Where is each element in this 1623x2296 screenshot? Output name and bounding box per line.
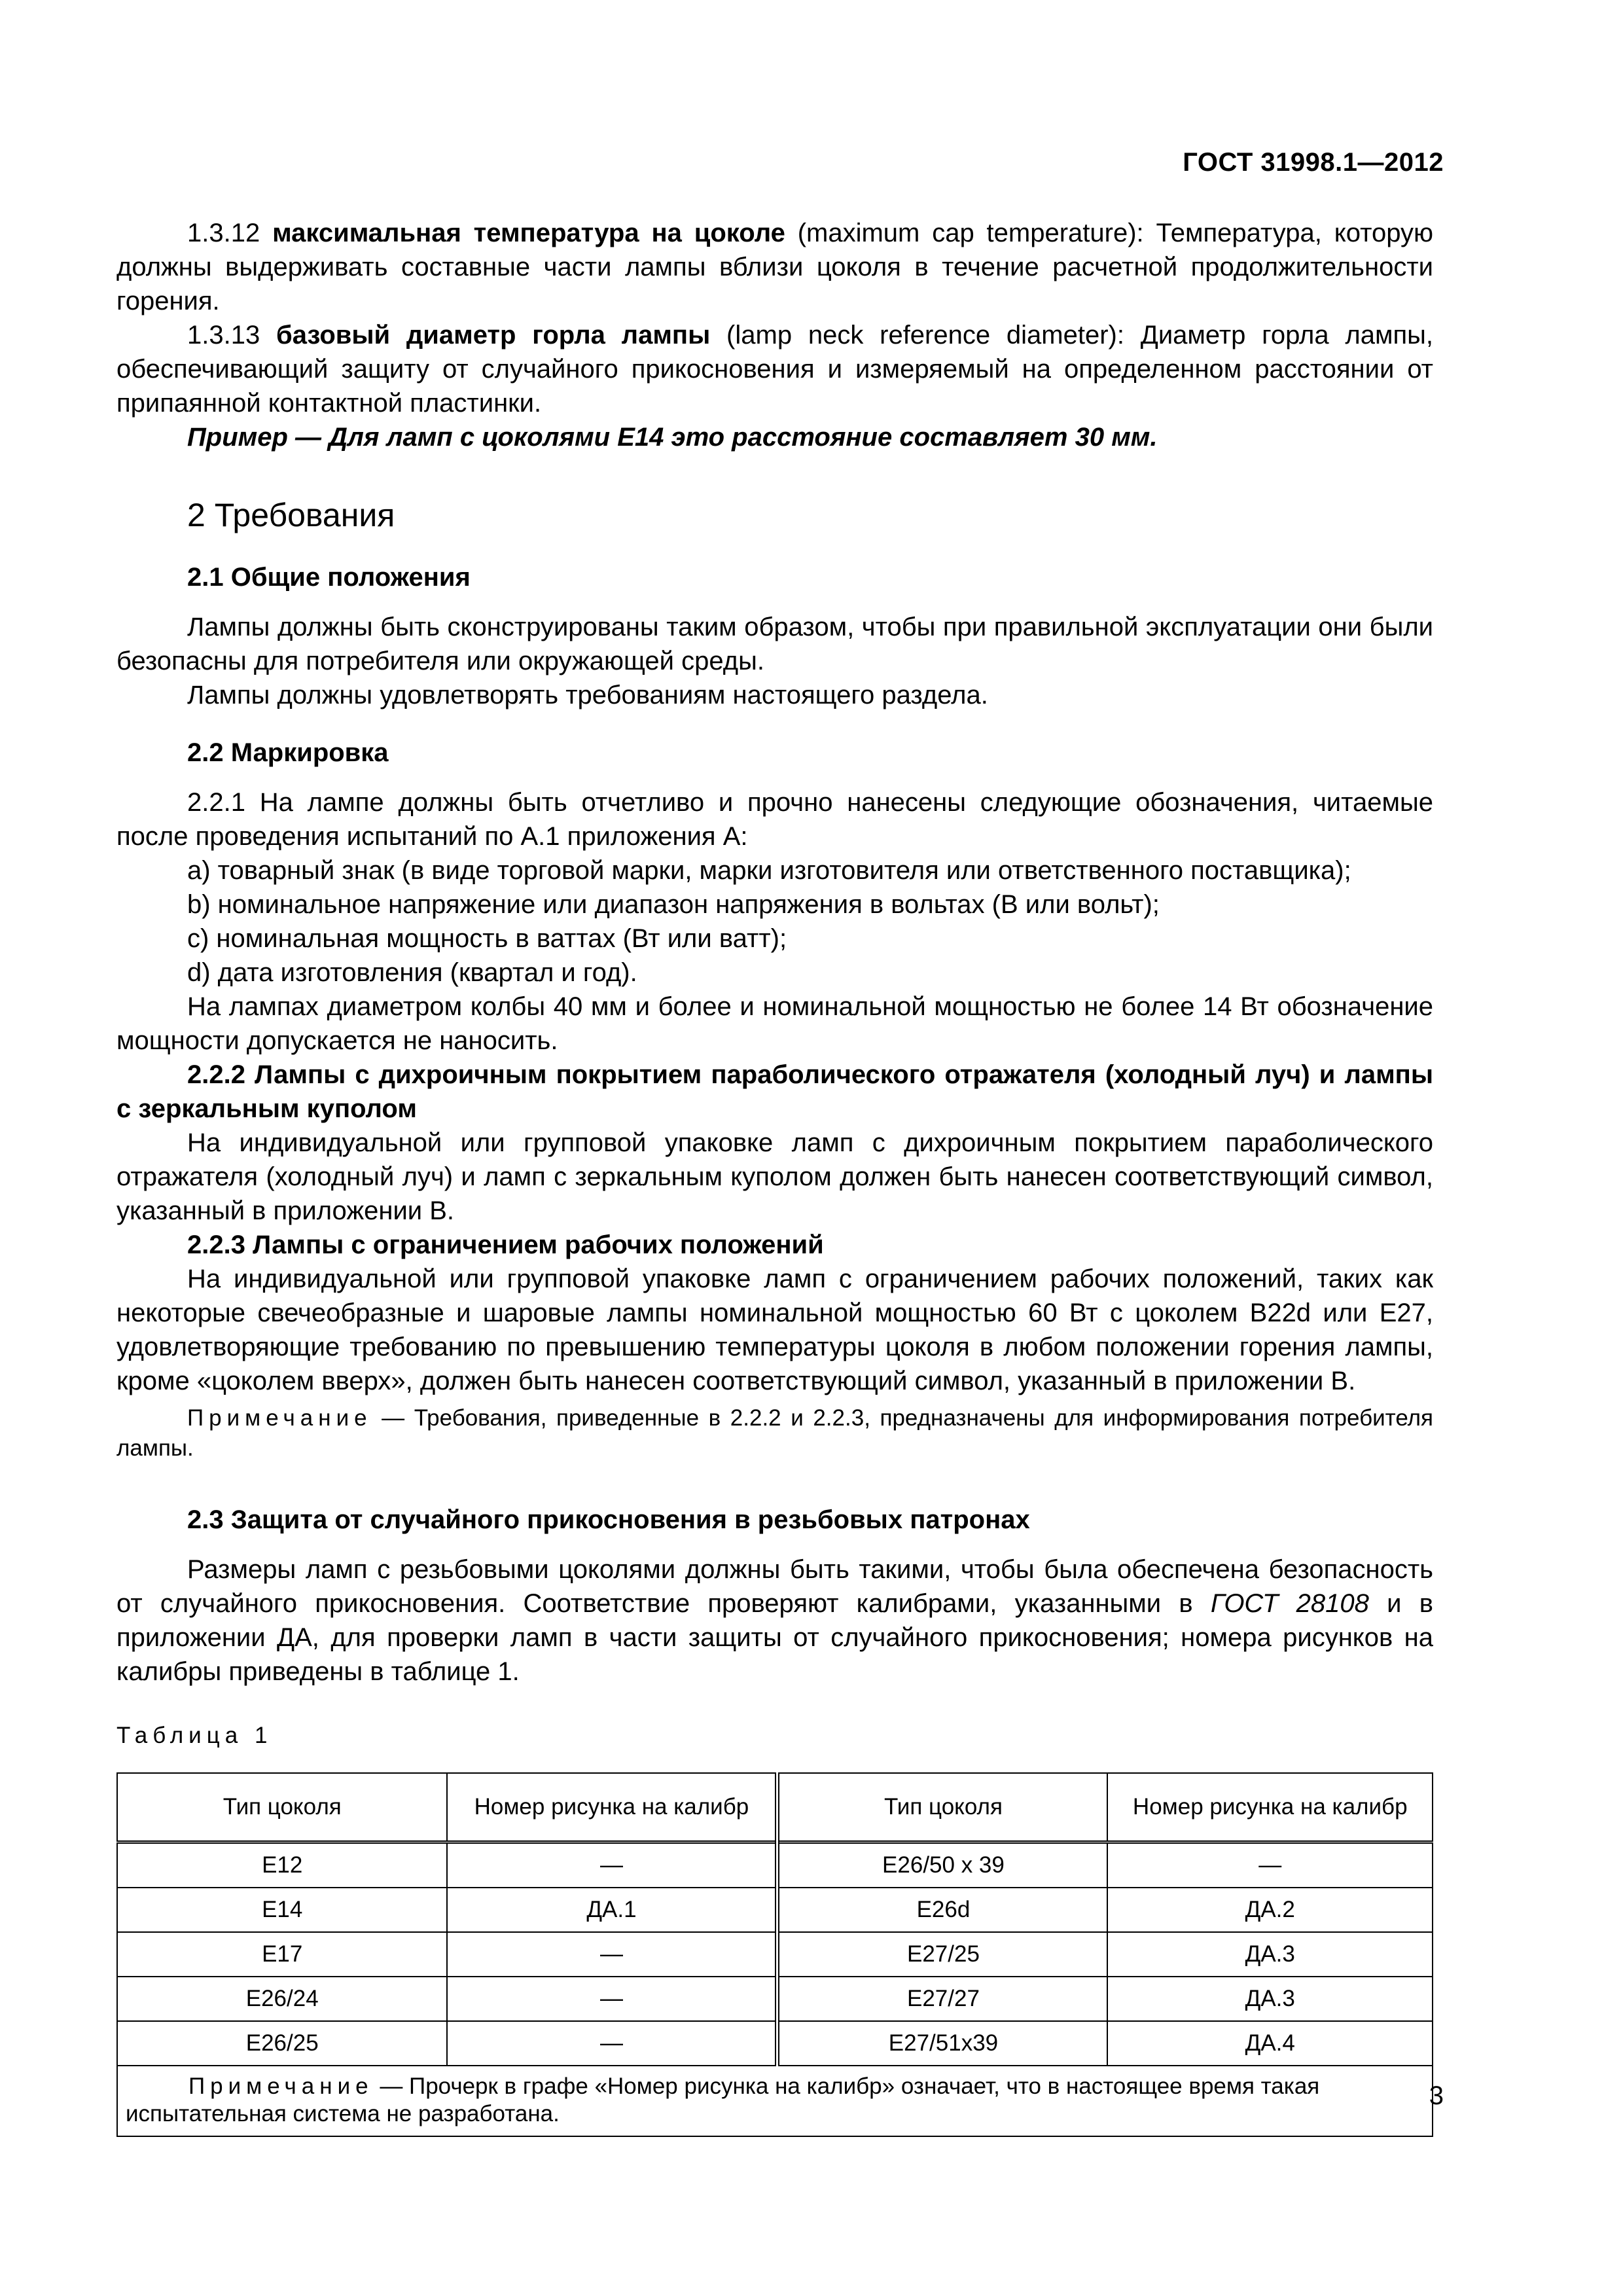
- clause-number: 1.3.13: [187, 321, 260, 350]
- paragraph: [116, 1552, 1433, 1689]
- column-header: Тип цоколя: [777, 1773, 1108, 1842]
- table-cell: Е12: [117, 1842, 447, 1888]
- paragraph: 2.2.1 На лампе должны быть отчетливо и прочно нанесены следующие обозначения, читаемые после проведения испытаний по А.1 приложения А:: [116, 788, 1433, 851]
- table-cell: Е26/25: [117, 2021, 447, 2066]
- list-item: а) товарный знак (в виде торговой марки, марки изготовителя или ответственного поставщика);: [187, 856, 1351, 885]
- table-row: [117, 1842, 1433, 1888]
- table-cell: Е27/27: [777, 1977, 1108, 2021]
- paragraph: На индивидуальной или групповой упаковке ламп с дихроичным покрытием параболического отражателя (холодный луч) и ламп с зеркальным куполом должен быть нанесен соответствующий символ, указанный в приложении В.: [116, 1128, 1433, 1225]
- column-header: Номер рисунка на калибр: [447, 1773, 777, 1842]
- section-heading-2: 2 Требования: [187, 497, 395, 533]
- table-cell: —: [447, 1932, 777, 1977]
- term: базовый диаметр горла лампы: [276, 321, 711, 350]
- note: [116, 1403, 1433, 1463]
- table-note-row: [117, 2066, 1433, 2136]
- paragraph: Лампы должны быть сконструированы таким образом, чтобы при правильной эксплуатации они были безопасны для потребителя или окружающей среды.: [116, 613, 1433, 675]
- table-cell: Е27/25: [777, 1932, 1108, 1977]
- table-note: [117, 2066, 1433, 2136]
- table-cell: Е26/50 x 39: [777, 1842, 1108, 1888]
- list-item: c) номинальная мощность в ваттах (Вт или ватт);: [187, 924, 787, 953]
- page-content: [116, 216, 1433, 2137]
- text-run: и в приложении ДА, для проверки ламп в части защиты от случайного прикосновения; номера рисунков на калибры приведены в таблице 1.: [116, 1589, 1433, 1686]
- subsection-heading-2-2-3: 2.2.3 Лампы с ограничением рабочих положений: [187, 1230, 824, 1259]
- clause-1-3-13: [116, 318, 1433, 420]
- page-number: 3: [1429, 2081, 1444, 2110]
- section-heading-2-2: 2.2 Маркировка: [187, 738, 389, 767]
- table-cell: —: [447, 2021, 777, 2066]
- paragraph: На лампах диаметром колбы 40 мм и более и номинальной мощностью не более 14 Вт обозначение мощности допускается не наносить.: [116, 992, 1433, 1055]
- clause-1-3-12: [116, 216, 1433, 318]
- table-cell: Е26/24: [117, 1977, 447, 2021]
- table-1: [116, 1772, 1433, 2137]
- table-cell: Е17: [117, 1932, 447, 1977]
- column-header: Номер рисунка на калибр: [1107, 1773, 1433, 1842]
- section-heading-2-1: 2.1 Общие положения: [187, 563, 471, 592]
- note-text: — Требования, приведенные в 2.2.2 и 2.2.3, предназначены для информирования потребителя лампы.: [116, 1405, 1433, 1461]
- table-cell: —: [447, 1842, 777, 1888]
- table-cell: Е26d: [777, 1888, 1108, 1932]
- table-cell: ДА.3: [1107, 1932, 1433, 1977]
- table-cell: ДА.3: [1107, 1977, 1433, 2021]
- clause-number: 1.3.12: [187, 219, 260, 247]
- table-cell: Е14: [117, 1888, 447, 1932]
- definition: (lamp neck reference diameter): Диаметр горла лампы, обеспечивающий защиту от случайного прикосновения и измеряемый на определенном расстоянии от припаянной контактной пластинки.: [116, 321, 1434, 418]
- note-text: — Прочерк в графе «Номер рисунка на калибр» означает, что в настоящее время такая испытательная система не разработана.: [126, 2073, 1320, 2126]
- subsection-heading-2-2-2: 2.2.2 Лампы с дихроичным покрытием параболического отражателя (холодный луч) и лампы с зеркальным куполом: [116, 1060, 1433, 1123]
- table-cell: ДА.4: [1107, 2021, 1433, 2066]
- table-row: [117, 1888, 1433, 1932]
- note-label: Примечание: [187, 1405, 372, 1431]
- table-header-row: [117, 1773, 1433, 1842]
- list-item: d) дата изготовления (квартал и год).: [187, 958, 637, 987]
- table-cell: —: [1107, 1842, 1433, 1888]
- note-label: Примечание: [188, 2073, 374, 2099]
- table-row: [117, 1977, 1433, 2021]
- table-cell: —: [447, 1977, 777, 2021]
- paragraph: На индивидуальной или групповой упаковке ламп с ограничением рабочих положений, таких как некоторые свечеобразные и шаровые лампы номинальной мощностью 60 Вт с цоколем В22d или Е27, удовлетворяющие требованию по превышению температуры цоколя в любом положении горения лампы, кроме «цоколем вверх», должен быть нанесен соответствующий символ, указанный в приложении В.: [116, 1265, 1433, 1395]
- standard-reference: ГОСТ 28108: [1210, 1589, 1369, 1618]
- table-row: [117, 1932, 1433, 1977]
- document-header: ГОСТ 31998.1—2012: [1183, 148, 1444, 177]
- list-item: b) номинальное напряжение или диапазон напряжения в вольтах (В или вольт);: [187, 890, 1160, 919]
- paragraph: Лампы должны удовлетворять требованиям настоящего раздела.: [187, 681, 988, 709]
- table-caption: Таблица 1: [116, 1723, 273, 1748]
- example: Пример — Для ламп с цоколями Е14 это расстояние составляет 30 мм.: [187, 423, 1158, 452]
- table-cell: ДА.2: [1107, 1888, 1433, 1932]
- section-heading-2-3: 2.3 Защита от случайного прикосновения в резьбовых патронах: [187, 1505, 1030, 1534]
- table-row: [117, 2021, 1433, 2066]
- text-run: Размеры ламп с резьбовыми цоколями должны быть такими, чтобы была обеспечена безопасность от случайного прикосновения. Соответствие проверяют калибрами, указанными в: [116, 1555, 1433, 1618]
- table-cell: Е27/51x39: [777, 2021, 1108, 2066]
- definition: (maximum cap temperature): Температура, которую должны выдерживать составные части лампы вблизи цоколя в течение расчетной продолжительности горения.: [116, 219, 1433, 315]
- column-header: Тип цоколя: [117, 1773, 447, 1842]
- table-cell: ДА.1: [447, 1888, 777, 1932]
- term: максимальная температура на цоколе: [272, 219, 785, 247]
